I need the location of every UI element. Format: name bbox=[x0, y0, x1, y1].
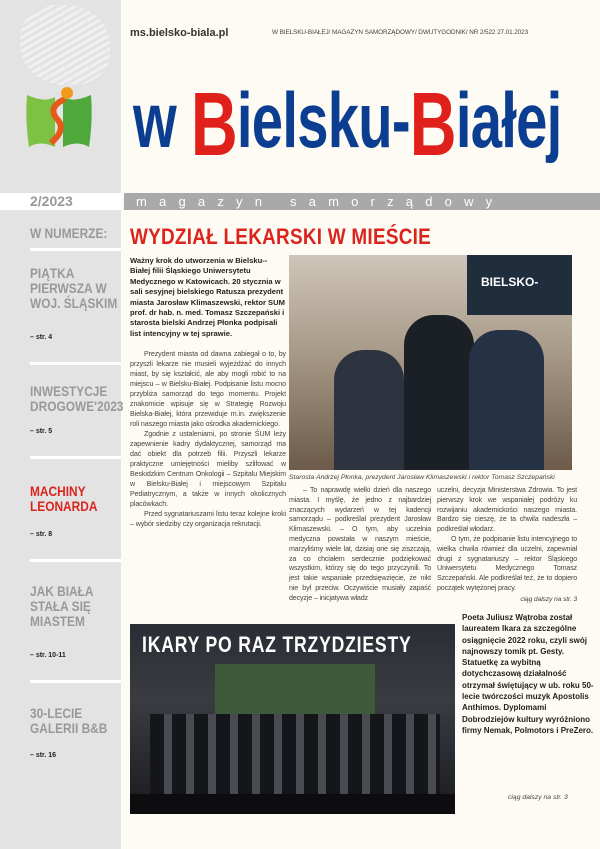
toc-item-page: – str. 4 bbox=[30, 334, 53, 341]
divider bbox=[30, 362, 121, 365]
in-this-issue-title: W NUMERZE: bbox=[30, 225, 108, 241]
person bbox=[404, 315, 474, 470]
article-headline: WYDZIAŁ LEKARSKI W MIEŚCIE bbox=[130, 224, 432, 249]
person bbox=[469, 330, 544, 470]
issue-info: W BIELSKU-BIAŁEJ/ MAGAZYN SAMORZĄDOWY/ DWUTYGODNIK/ NR 2/522 27.01.2023 bbox=[272, 29, 529, 36]
screen-text: BIELSKO- bbox=[481, 275, 539, 289]
scribble-decoration bbox=[20, 5, 110, 85]
screen bbox=[467, 255, 572, 315]
continued-link[interactable]: ciąg dalszy na str. 3 bbox=[508, 794, 568, 801]
toc-item-title[interactable]: PIĄTKA PIERWSZA W WOJ. ŚLĄSKIM bbox=[30, 265, 118, 311]
masthead-b1: B bbox=[190, 75, 237, 175]
paragraph: – To naprawdę wielki dzień dla naszego miasta. I myślę, że jedno z najbardziej znaczących wydarzeń w tej kadencji samorządu – podkreślał prezydent Jarosław Klimaszewski. – O tym, aby uczelnia medyczna powstała w naszym mieście, marzyliśmy wiele lat, dzisiaj one się ziszczają, za co chciałem serdecznie podziękować wszystkim, którzy się do tego przyczynili. To jest takie wspaniałe przedsięwzięcie, że nikt nie był przeciw. Oczywiście musiały zapaść decyzje – inicjatywa władz bbox=[289, 486, 431, 602]
paragraph: O tym, że podpisanie listu intencyjnego to wielka chwila również dla uczelni, zapewniał drugi z sygnatariuszy – rektor Śląskiego Uniwersytetu Medycznego Tomasz Szczepański. Ale podkreślał też, że to dopiero początek wytężonej pracy. bbox=[437, 534, 577, 592]
paragraph: Prezydent miasta od dawna zabiegał o to, by przyszli lekarze nie musieli wyjeżdżać do innych miast, by się kształcić, ale aby mogli robić to na miejscu – w Bielsku-Białej. Podpisanie listu mocno przybliża samorząd do tego momentu. Projekt znakomicie wpisuje się w Strategię Rozwoju Bielska-Białej, która przewiduje m.in. zwiększenie roli naszego miasta jako ośrodka akademickiego. bbox=[130, 350, 286, 429]
article-columns-2-3 bbox=[289, 486, 577, 605]
continued-link[interactable]: ciąg dalszy na str. 3 bbox=[520, 595, 577, 603]
masthead-part2: iałej bbox=[455, 76, 562, 164]
toc-item-page: – str. 10-11 bbox=[30, 652, 66, 659]
divider bbox=[30, 248, 121, 251]
signing-photo bbox=[289, 255, 572, 470]
ikary-headline: IKARY PO RAZ TRZYDZIESTY bbox=[142, 632, 412, 657]
toc-item-page: – str. 5 bbox=[30, 428, 53, 435]
article-column-1-wrap bbox=[130, 256, 286, 529]
article-lead: Ważny krok do utworzenia w Bielsku--Białej filii Śląskiego Uniwersytetu Medycznego w Katowicach. 20 stycznia w sali sesyjnej bielskiego Ratusza prezydent miasta Jarosław Klimaszewski, rektor SUM prof. dr hab. n. med. Tomasz Szczepański i starosta bielski Andrzej Płonka podpisali list intencyjny w tej sprawie. bbox=[130, 256, 285, 338]
ikary-photo bbox=[130, 624, 455, 814]
toc-item-title[interactable]: JAK BIAŁA STAŁA SIĘ MIASTEM bbox=[30, 583, 94, 629]
award-group bbox=[150, 714, 440, 794]
toc-item-page: – str. 16 bbox=[30, 752, 57, 759]
issue-number: 2/2023 bbox=[0, 193, 121, 210]
audience bbox=[130, 794, 455, 814]
masthead-title bbox=[133, 75, 562, 175]
paragraph: Zgodnie z ustaleniami, po stronie ŚUM leży zapewnienie kadry dydaktycznej, samorząd ma dać obiekt dla potrzeb filii. Przyszli lekarze praktyczne umiejętności mieliby szlifować w Beskidzkim Centrum Onkologii – Szpitalu Miejskim w Bielsku-Białej i miejscowym Szpitalu Pediatrycznym, a także w innych okolicznych placówkach. bbox=[130, 430, 286, 509]
toc-item-title[interactable]: MACHINY LEONARDA bbox=[30, 483, 98, 514]
tagline-band: magazyn samorządowy bbox=[124, 193, 600, 210]
paragraph: uczelni, decyzja Ministerstwa Zdrowia. To jest pierwszy krok we wspaniałej podróży ku rozwijaniu akademickości naszego miasta. Bardzo się cieszę, że ta chwila nadeszła – podkreślał włodarz. bbox=[437, 486, 577, 534]
photo-caption: Starosta Andrzej Płonka, prezydent Jarosław Klimaszewski i rektor Tomasz Szczepański bbox=[289, 474, 555, 481]
masthead-b2: B bbox=[409, 75, 456, 175]
divider bbox=[30, 680, 121, 683]
toc-item-title[interactable]: 30-LECIE GALERII B&B bbox=[30, 705, 108, 736]
toc-item-title[interactable]: INWESTYCJE DROGOWE'2023 bbox=[30, 383, 124, 414]
ikary-text: Poeta Juliusz Wątroba został laureatem Ikara za szczególne osiągnięcie 2022 roku, czyli swój najnowszy tomik pt. Gesty. Statuetkę za wybitną dotychczasową działalność otrzymał świętujący w ub. roku 50-lecie twórczości muzyk Apostolis Anthimos. Dyplomami Dobrodziejów kultury wyróżniono firmy Nemak, Polmotors i PreZero. bbox=[462, 613, 594, 735]
masthead-part1: ielsku- bbox=[236, 76, 410, 164]
masthead-w: w bbox=[133, 76, 191, 164]
article-column-3 bbox=[437, 486, 577, 605]
divider bbox=[30, 559, 121, 562]
article-column-1 bbox=[130, 349, 286, 529]
article-column-2 bbox=[289, 486, 431, 604]
toc-item-page: – str. 8 bbox=[30, 531, 53, 538]
website-url[interactable]: ms.bielsko-biala.pl bbox=[130, 27, 229, 39]
divider bbox=[30, 456, 121, 459]
paragraph: Przed sygnatariuszami listu teraz kolejne kroki – wybór siedziby czy organizacja rekrutacji. bbox=[130, 510, 286, 529]
person bbox=[334, 350, 404, 470]
city-logo-icon bbox=[25, 85, 93, 155]
